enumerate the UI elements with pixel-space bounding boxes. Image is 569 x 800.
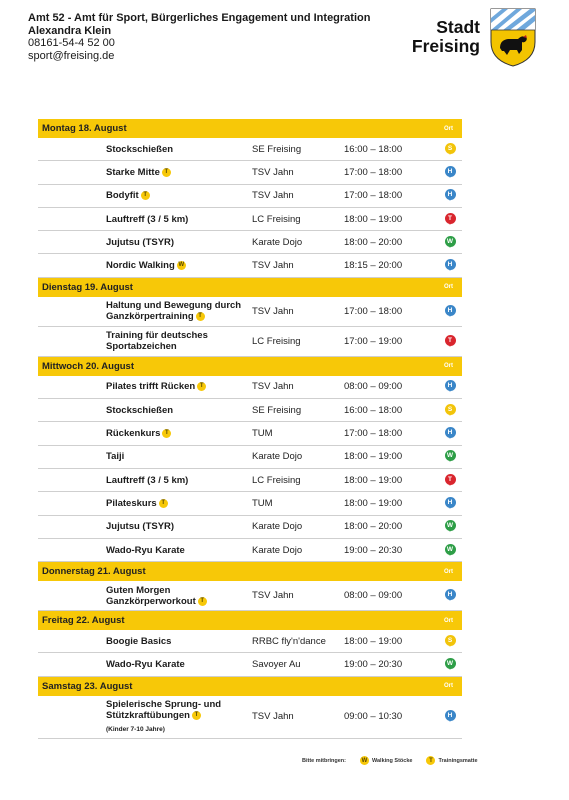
location-pin-icon: W — [445, 236, 456, 249]
day-title: Samstag 23. August — [42, 680, 133, 692]
activity-cell — [38, 545, 252, 556]
location-cell: Karate Dojo — [252, 521, 303, 533]
activity-name: Spielerische Sprung- und Stützkraftübungen — [106, 698, 222, 721]
activity-cell — [38, 521, 252, 532]
location-type-cell — [438, 710, 462, 723]
activity-name: Stockschießen — [106, 143, 174, 155]
schedule-row — [38, 446, 462, 469]
location-type-cell — [438, 236, 462, 249]
location-cell: TSV Jahn — [252, 305, 294, 317]
location-pin-icon: W — [445, 544, 456, 557]
location-cell: Savoyer Au — [252, 659, 301, 671]
location-pin-icon: S — [445, 143, 456, 156]
schedule-row — [38, 376, 462, 399]
bring-item-tag-icon: W — [178, 262, 185, 269]
location-cell: TSV Jahn — [252, 711, 294, 723]
time-cell: 17:00 – 19:00 — [344, 335, 403, 347]
activity-cell — [38, 659, 252, 670]
location-type-header: Ort — [444, 568, 453, 575]
time-cell: 09:00 – 10:30 — [344, 711, 403, 723]
location-type-header: Ort — [444, 284, 453, 291]
location-pin-icon: H — [445, 710, 456, 723]
activity-note: (Kinder 7-10 Jahre) — [106, 725, 165, 733]
schedule-row — [38, 469, 462, 492]
activity-name: Rückenkurs — [106, 428, 161, 440]
activity-name: Taiji — [106, 451, 125, 463]
day-header — [38, 611, 462, 630]
location-pin-icon: H — [445, 380, 456, 393]
activity-cell — [38, 190, 252, 201]
activity-name: Bodyfit — [106, 190, 139, 202]
activity-name: Starke Mitte — [106, 166, 160, 178]
department-header — [28, 12, 408, 62]
city-crest-icon — [488, 6, 538, 68]
activity-cell — [38, 214, 252, 225]
activity-name: Stockschießen — [106, 404, 174, 416]
location-type-cell — [438, 474, 462, 487]
activity-cell — [38, 167, 252, 178]
activity-name: Guten Morgen Ganzkörperworkout — [106, 584, 196, 607]
day-title: Mittwoch 20. August — [42, 360, 135, 372]
location-type-cell — [438, 380, 462, 393]
schedule-row — [38, 581, 462, 611]
location-type-cell — [438, 143, 462, 156]
time-cell: 18:00 – 19:00 — [344, 451, 403, 463]
location-type-cell — [438, 658, 462, 671]
location-cell: LC Freising — [252, 335, 301, 347]
time-cell: 18:00 – 20:00 — [344, 521, 403, 533]
location-cell: Karate Dojo — [252, 236, 303, 248]
location-type-cell — [438, 450, 462, 463]
activity-cell — [38, 330, 252, 352]
location-cell: SE Freising — [252, 404, 302, 416]
activity-cell — [38, 498, 252, 509]
time-cell: 08:00 – 09:00 — [344, 381, 403, 393]
location-type-cell — [438, 520, 462, 533]
time-cell: 18:00 – 19:00 — [344, 497, 403, 509]
schedule-row — [38, 185, 462, 208]
department-name: Amt 52 - Amt für Sport, Bürgerliches Engagement und Integration — [28, 12, 371, 24]
schedule-row — [38, 138, 462, 161]
activity-cell — [38, 475, 252, 486]
location-cell: Karate Dojo — [252, 451, 303, 463]
legend-mat-label: Trainingsmatte — [438, 757, 478, 764]
location-cell: TUM — [252, 428, 273, 440]
location-pin-icon: S — [445, 404, 456, 417]
location-type-header: Ort — [444, 683, 453, 690]
location-pin-icon: H — [445, 305, 456, 318]
location-type-cell — [438, 497, 462, 510]
location-pin-icon: T — [445, 335, 456, 348]
location-cell: SE Freising — [252, 143, 302, 155]
time-cell: 17:00 – 18:00 — [344, 305, 403, 317]
schedule-row — [38, 539, 462, 562]
schedule-row — [38, 399, 462, 422]
time-cell: 19:00 – 20:30 — [344, 544, 403, 556]
time-cell: 17:00 – 18:00 — [344, 190, 403, 202]
location-type-cell — [438, 213, 462, 226]
weekly-schedule — [38, 119, 462, 739]
activity-name: Pilateskurs — [106, 497, 157, 509]
location-type-cell — [438, 635, 462, 648]
bring-item-tag-icon: T — [159, 499, 168, 508]
activity-name: Lauftreff (3 / 5 km) — [106, 213, 189, 225]
location-type-cell — [438, 335, 462, 348]
location-pin-icon: S — [445, 635, 456, 648]
schedule-row — [38, 231, 462, 254]
location-pin-icon: H — [445, 427, 456, 440]
time-cell: 17:00 – 18:00 — [344, 428, 403, 440]
location-type-cell — [438, 305, 462, 318]
activity-name: Nordic Walking — [106, 260, 175, 272]
location-pin-icon: T — [445, 474, 456, 487]
time-cell: 16:00 – 18:00 — [344, 404, 403, 416]
time-cell: 19:00 – 20:30 — [344, 659, 403, 671]
location-type-cell — [438, 404, 462, 417]
time-cell: 16:00 – 18:00 — [344, 143, 403, 155]
legend-mat-tag-icon: T — [426, 756, 435, 765]
activity-cell — [38, 585, 252, 607]
schedule-row — [38, 161, 462, 184]
time-cell: 18:00 – 19:00 — [344, 635, 403, 647]
activity-name: Training für deutsches Sportabzeichen — [106, 330, 208, 353]
activity-name: Wado-Ryu Karate — [106, 659, 185, 671]
activity-cell — [38, 381, 252, 392]
schedule-row — [38, 630, 462, 653]
time-cell: 08:00 – 09:00 — [344, 590, 403, 602]
schedule-row — [38, 653, 462, 676]
time-cell: 18:00 – 19:00 — [344, 474, 403, 486]
activity-name: Pilates trifft Rücken — [106, 381, 196, 393]
location-pin-icon: H — [445, 497, 456, 510]
location-cell: TSV Jahn — [252, 166, 294, 178]
day-header — [38, 677, 462, 696]
schedule-row — [38, 492, 462, 515]
location-pin-icon: H — [445, 589, 456, 602]
time-cell: 18:00 – 19:00 — [344, 213, 403, 225]
day-header — [38, 278, 462, 297]
contact-email[interactable]: sport@freising.de — [28, 49, 115, 62]
contact-phone: 08161-54-4 52 00 — [28, 37, 115, 49]
location-pin-icon: H — [445, 259, 456, 272]
bring-item-tag-icon: T — [192, 711, 201, 720]
legend — [302, 756, 478, 765]
location-type-cell — [438, 589, 462, 602]
schedule-row — [38, 327, 462, 357]
activity-name: Boogie Basics — [106, 635, 172, 647]
legend-walking-tag-icon: W — [361, 757, 368, 764]
schedule-row — [38, 297, 462, 327]
location-cell: TSV Jahn — [252, 190, 294, 202]
location-cell: RRBC fly'n'dance — [252, 635, 326, 647]
activity-name: Lauftreff (3 / 5 km) — [106, 474, 189, 486]
activity-cell — [38, 405, 252, 416]
time-cell: 17:00 – 18:00 — [344, 166, 403, 178]
day-header — [38, 357, 462, 376]
day-header — [38, 119, 462, 138]
day-title: Dienstag 19. August — [42, 281, 133, 293]
activity-name: Jujutsu (TSYR) — [106, 521, 175, 533]
bring-item-tag-icon: T — [162, 429, 171, 438]
day-title: Donnerstag 21. August — [42, 566, 146, 578]
bring-item-tag-icon: T — [198, 597, 207, 606]
bring-item-tag-icon: T — [196, 312, 205, 321]
location-type-cell — [438, 544, 462, 557]
activity-cell — [38, 699, 252, 735]
activity-cell — [38, 428, 252, 439]
bring-item-tag-icon: T — [141, 191, 150, 200]
activity-cell — [38, 144, 252, 155]
location-pin-icon: W — [445, 658, 456, 671]
activity-cell — [38, 300, 252, 322]
activity-cell — [38, 260, 252, 271]
schedule-row — [38, 696, 462, 739]
time-cell: 18:15 – 20:00 — [344, 260, 403, 272]
location-pin-icon: T — [445, 213, 456, 226]
location-type-header: Ort — [444, 125, 453, 132]
day-title: Freitag 22. August — [42, 615, 125, 627]
location-cell: Karate Dojo — [252, 544, 303, 556]
legend-walking-label: Walking Stöcke — [372, 757, 413, 764]
activity-cell — [38, 237, 252, 248]
location-pin-icon: W — [445, 520, 456, 533]
city-logo-text: Stadt Freising — [411, 17, 480, 56]
legend-intro: Bitte mitbringen: — [302, 757, 346, 764]
location-pin-icon: H — [445, 189, 456, 202]
location-cell: TSV Jahn — [252, 381, 294, 393]
activity-cell — [38, 636, 252, 647]
location-cell: TSV Jahn — [252, 260, 294, 272]
bring-item-tag-icon: T — [197, 382, 206, 391]
schedule-row — [38, 422, 462, 445]
schedule-row — [38, 516, 462, 539]
location-pin-icon: H — [445, 166, 456, 179]
location-type-cell — [438, 166, 462, 179]
activity-name: Haltung und Bewegung durch Ganzkörpertraining — [106, 300, 242, 323]
schedule-row — [38, 254, 462, 277]
location-cell: LC Freising — [252, 213, 301, 225]
day-header — [38, 562, 462, 581]
location-pin-icon: W — [445, 450, 456, 463]
location-cell: LC Freising — [252, 474, 301, 486]
activity-name: Wado-Ryu Karate — [106, 544, 185, 556]
location-type-header: Ort — [444, 617, 453, 624]
bring-item-tag-icon: T — [162, 168, 171, 177]
location-type-cell — [438, 189, 462, 202]
contact-person: Alexandra Klein — [28, 24, 112, 37]
time-cell: 18:00 – 20:00 — [344, 236, 403, 248]
location-cell: TUM — [252, 497, 273, 509]
location-type-cell — [438, 427, 462, 440]
location-type-cell — [438, 259, 462, 272]
activity-cell — [38, 451, 252, 462]
schedule-row — [38, 208, 462, 231]
location-cell: TSV Jahn — [252, 590, 294, 602]
activity-name: Jujutsu (TSYR) — [106, 236, 175, 248]
location-type-header: Ort — [444, 363, 453, 370]
day-title: Montag 18. August — [42, 123, 127, 134]
